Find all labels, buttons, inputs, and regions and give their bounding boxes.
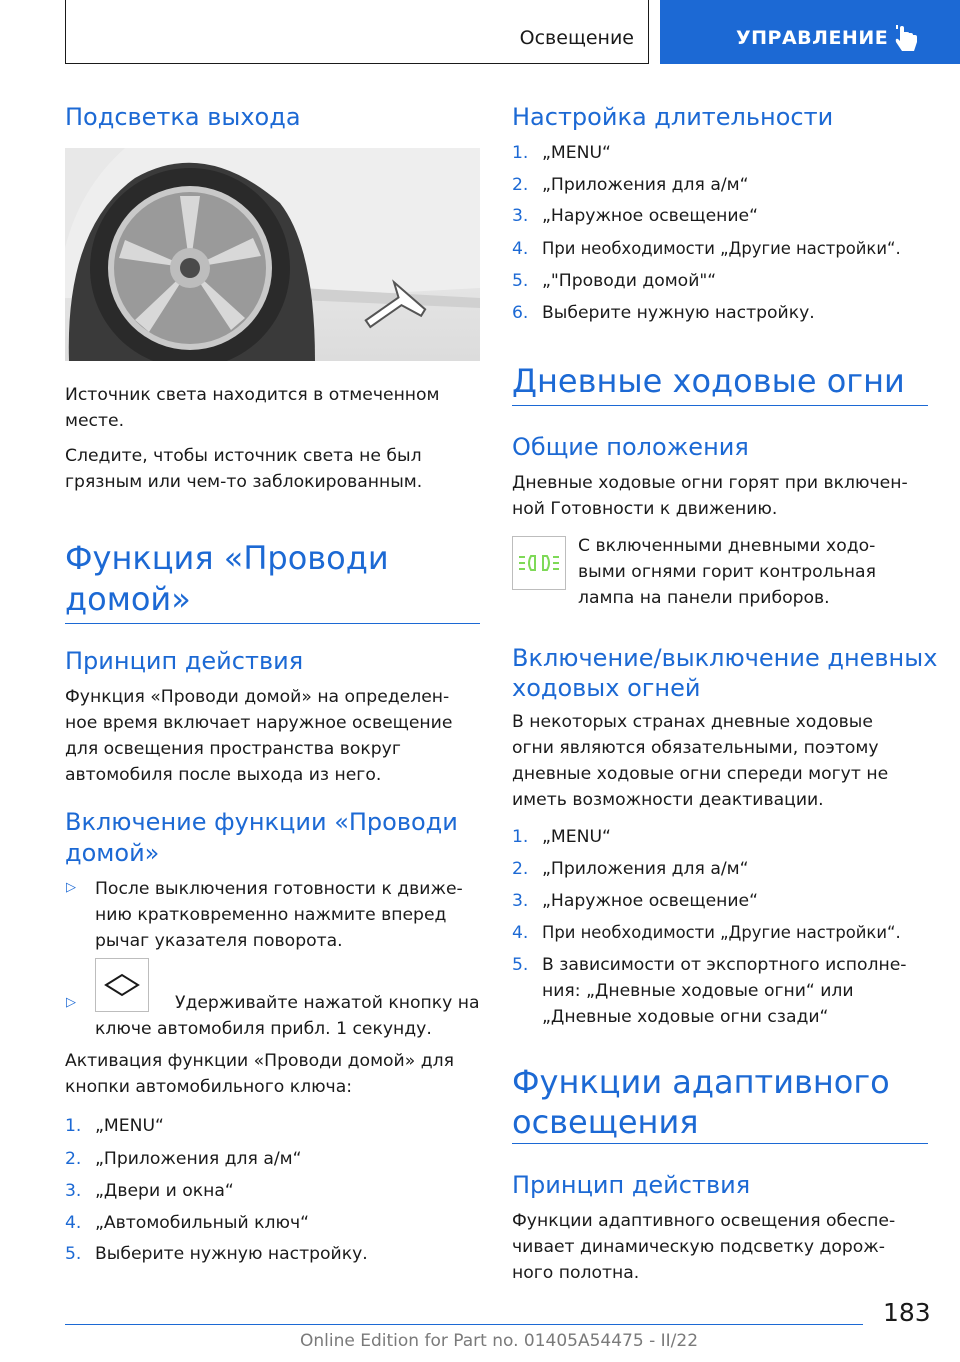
section-divider: [65, 623, 480, 624]
footer-edition: Online Edition for Part no. 01405A54475 - II/22: [300, 1331, 699, 1351]
header-section-box: [65, 0, 649, 64]
car-wheel-image: [65, 148, 480, 361]
list-number: 6.: [512, 303, 529, 323]
duration-title: Настройка длительности: [512, 103, 834, 131]
onoff-text-2: огни являются обязательными, поэтому: [512, 738, 879, 758]
home-function-title-a: Функция «Проводи: [65, 539, 389, 577]
section-divider: [512, 1143, 928, 1144]
home-function-title-b: домой»: [65, 580, 191, 618]
indicator-text-2: выми огнями горит контрольная: [578, 562, 876, 582]
bullet1-text-a: После выключения готовности к движе-: [95, 879, 463, 899]
list-number: 1.: [65, 1116, 82, 1136]
list-number: 5.: [512, 955, 529, 975]
adaptive-text-3: ного полотна.: [512, 1263, 640, 1283]
onoff-title-a: Включение/выключение дневных: [512, 644, 938, 672]
enable-title-a: Включение функции «Проводи: [65, 808, 458, 836]
bullet-triangle-icon: ▷: [66, 995, 76, 1010]
principle-text-1: Функция «Проводи домой» на определен-: [65, 687, 450, 707]
list-number: 4.: [65, 1213, 82, 1233]
list-number: 1.: [512, 827, 529, 847]
adaptive-title-b: освещения: [512, 1103, 699, 1141]
tab-label: УПРАВЛЕНИЕ: [736, 27, 889, 49]
onoff-text-1: В некоторых странах дневные ходовые: [512, 712, 873, 732]
activation-text-b: кнопки автомобильного ключа:: [65, 1077, 353, 1097]
adaptive-text-1: Функции адаптивного освещения обеспе-: [512, 1211, 896, 1231]
adaptive-text-2: чивает динамическую подсветку дорож-: [512, 1237, 885, 1257]
list-text: „Автомобильный ключ“: [95, 1213, 310, 1233]
list-text: „Приложения для а/м“: [542, 859, 749, 879]
onoff-step5-text-c: „Дневные ходовые огни сзади“: [542, 1007, 829, 1027]
bullet1-text-c: рычаг указателя поворота.: [95, 931, 343, 951]
list-number: 3.: [65, 1181, 82, 1201]
list-number: 1.: [512, 143, 529, 163]
principle-text-3: для освещения пространства вокруг: [65, 739, 401, 759]
principle-text-4: автомобиля после выхода из него.: [65, 765, 382, 785]
list-number: 4.: [512, 239, 529, 259]
list-number: 4.: [512, 923, 529, 943]
bullet-triangle-icon: ▷: [66, 880, 76, 895]
exit-light-title: Подсветка выхода: [65, 103, 301, 131]
list-text: „Наружное освещение“: [542, 891, 759, 911]
footer-divider: [65, 1324, 863, 1325]
general-text-2: ной Готовности к движению.: [512, 499, 778, 519]
list-number: 2.: [65, 1149, 82, 1169]
onoff-title-b: ходовых огней: [512, 674, 701, 702]
list-number: 2.: [512, 175, 529, 195]
bullet2-text-a: Удерживайте нажатой кнопку на: [175, 993, 480, 1013]
list-text: „"Проводи домой"“: [542, 271, 717, 291]
list-number: 2.: [512, 859, 529, 879]
list-text: Выберите нужную настройку.: [542, 303, 815, 323]
list-text: „Наружное освещение“: [542, 206, 759, 226]
list-text: При необходимости „Другие настройки“.: [542, 923, 901, 942]
list-number: 3.: [512, 891, 529, 911]
page-number: 183: [883, 1298, 931, 1327]
list-text: „Приложения для а/м“: [95, 1149, 302, 1169]
adaptive-principle-title: Принцип действия: [512, 1171, 751, 1199]
activation-text-a: Активация функции «Проводи домой» для: [65, 1051, 454, 1071]
list-text: „MENU“: [95, 1116, 164, 1136]
exit-light-text-1b: месте.: [65, 411, 125, 431]
indicator-text-3: лампа на панели приборов.: [578, 588, 830, 608]
exit-light-text-2a: Следите, чтобы источник света не был: [65, 446, 422, 466]
drl-title: Дневные ходовые огни: [512, 362, 905, 400]
section-title: Освещение: [519, 27, 634, 49]
exit-light-text-1a: Источник света находится в отмеченном: [65, 385, 440, 405]
general-title: Общие положения: [512, 433, 749, 461]
section-divider: [512, 405, 928, 406]
principle-text-2: ное время включает наружное освещение: [65, 713, 453, 733]
list-text: „MENU“: [542, 827, 611, 847]
key-button-icon: [95, 958, 149, 1012]
onoff-step5-text-b: ния: „Дневные ходовые огни“ или: [542, 981, 854, 1001]
list-text: „Двери и окна“: [95, 1181, 234, 1201]
principle-title: Принцип действия: [65, 647, 304, 675]
general-text-1: Дневные ходовые огни горят при включен-: [512, 473, 908, 493]
adaptive-title-a: Функции адаптивного: [512, 1063, 890, 1101]
list-number: 5.: [512, 271, 529, 291]
hand-pointer-icon: [894, 24, 920, 54]
drl-indicator-icon: [512, 536, 566, 590]
onoff-text-3: дневные ходовые огни спереди могут не: [512, 764, 889, 784]
exit-light-text-2b: грязным или чем-то заблокированным.: [65, 472, 423, 492]
list-number: 5.: [65, 1244, 82, 1264]
indicator-text-1: С включенными дневными ходо-: [578, 536, 876, 556]
bullet1-text-b: нию кратковременно нажмите вперед: [95, 905, 447, 925]
list-text: Выберите нужную настройку.: [95, 1244, 368, 1264]
list-number: 3.: [512, 206, 529, 226]
onoff-text-4: иметь возможности деактивации.: [512, 790, 824, 810]
list-text: „Приложения для а/м“: [542, 175, 749, 195]
enable-title-b: домой»: [65, 839, 160, 867]
list-text: В зависимости от экспортного исполне-: [542, 955, 907, 975]
list-text: „MENU“: [542, 143, 611, 163]
bullet2-text-b: ключе автомобиля прибл. 1 секунду.: [95, 1019, 432, 1039]
list-text: При необходимости „Другие настройки“.: [542, 239, 901, 258]
